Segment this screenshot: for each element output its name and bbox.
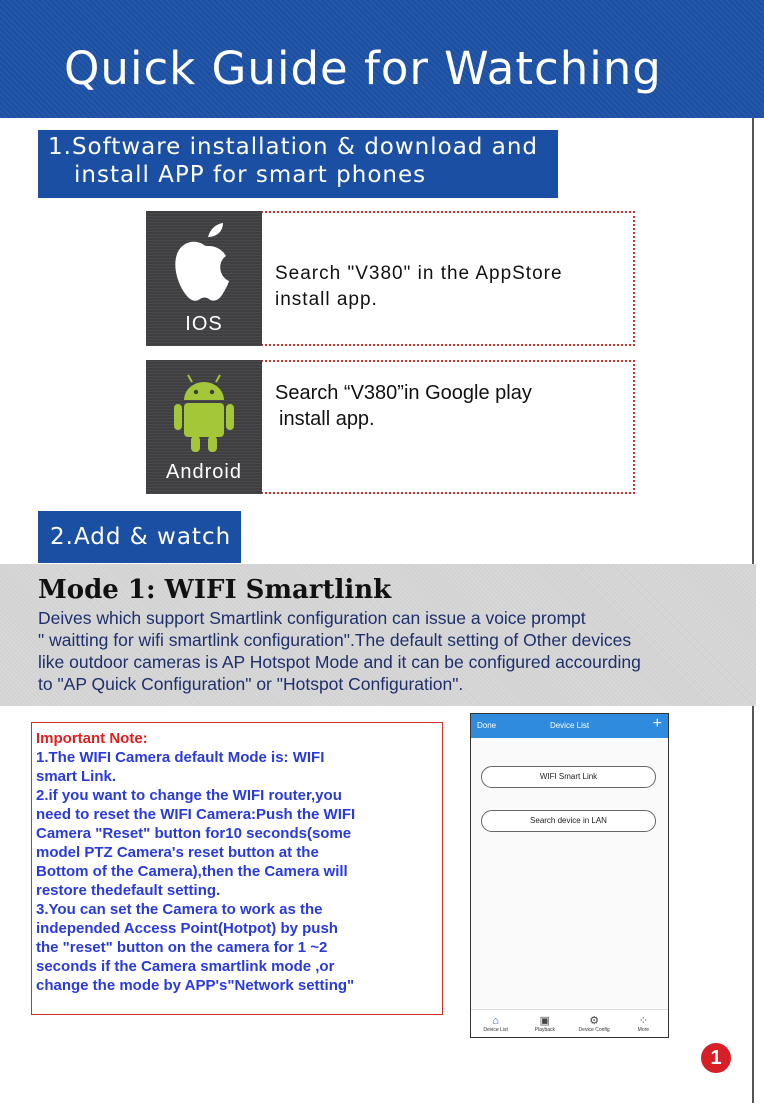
android-instructions: [275, 380, 532, 432]
note-line: need to reset the WIFI Camera:Push the WIFI: [36, 806, 356, 823]
ios-tile: [146, 211, 262, 346]
important-note-title: Important Note:: [36, 730, 148, 747]
android-label: Android: [166, 461, 242, 483]
add-device-button[interactable]: +: [652, 715, 662, 732]
search-lan-button[interactable]: Search device in LAN: [481, 810, 656, 832]
nav-label: More: [637, 1026, 650, 1033]
note-line: 1.The WIFI Camera default Mode is: WIFI: [36, 749, 325, 766]
note-line: model PTZ Camera's reset button at the: [36, 844, 319, 861]
page-title: Quick Guide for Watching: [64, 42, 662, 95]
note-line: change the mode by APP's"Network setting": [36, 977, 355, 994]
nav-device-config[interactable]: [570, 1010, 619, 1037]
playback-icon: ▣: [539, 1014, 551, 1027]
mode1-description: [38, 607, 758, 695]
phone-screenshot: [470, 713, 669, 1038]
important-note-box: [31, 722, 443, 1015]
note-line: restore thedefault setting.: [36, 882, 221, 899]
android-instructions-line2: install app.: [279, 408, 375, 430]
mode1-line: to "AP Quick Configuration" or "Hotspot Configuration".: [38, 674, 464, 694]
phone-bottom-nav: [471, 1009, 668, 1037]
mode1-line: Deives which support Smartlink configuration can issue a voice prompt: [38, 608, 586, 628]
page-number-badge: 1: [701, 1043, 731, 1073]
note-line: 2.if you want to change the WIFI router,you: [36, 787, 342, 804]
mode1-line: like outdoor cameras is AP Hotspot Mode and it can be configured accourding: [38, 652, 641, 672]
section-heading-line1: 1.Software installation & download and: [48, 134, 538, 160]
note-line: seconds if the Camera smartlink mode ,or: [36, 958, 335, 975]
nav-label: Device Config: [578, 1026, 610, 1033]
gear-icon: ⚙: [589, 1014, 600, 1027]
ios-install-card: [146, 211, 635, 346]
note-line: the "reset" button on the camera for 1 ~2: [36, 939, 328, 956]
section-heading-install: [38, 130, 558, 198]
device-list-title: Device List: [549, 721, 590, 730]
more-icon: ⁘: [638, 1014, 648, 1027]
nav-label: Playback: [534, 1026, 556, 1033]
nav-label: Device List: [483, 1026, 508, 1033]
note-line: Camera "Reset" button for10 seconds(some: [36, 825, 352, 842]
mode1-title: Mode 1: WIFI Smartlink: [38, 575, 392, 605]
note-line: smart Link.: [36, 768, 117, 785]
wifi-smart-link-button[interactable]: WIFI Smart Link: [481, 766, 656, 788]
section-heading-add-watch: 2.Add & watch: [38, 511, 241, 563]
mode1-line: " waitting for wifi smartlink configuration".The default setting of Other devices: [38, 630, 632, 650]
android-instructions-line1: Search “V380”in Google play: [275, 382, 532, 404]
nav-playback[interactable]: [520, 1010, 569, 1037]
android-robot-icon: [146, 366, 262, 461]
phone-title-bar: [471, 714, 668, 738]
note-line: Bottom of the Camera),then the Camera will: [36, 863, 348, 880]
android-install-card: [146, 360, 635, 494]
android-tile: [146, 360, 262, 494]
section-heading-line2: install APP for smart phones: [74, 162, 427, 188]
nav-device-list[interactable]: [471, 1010, 520, 1037]
important-note-body: [36, 748, 442, 995]
done-button[interactable]: Done: [477, 721, 497, 730]
ios-label: IOS: [185, 313, 223, 335]
apple-logo-icon: [146, 215, 262, 310]
home-icon: ⌂: [492, 1014, 499, 1027]
ios-instructions: Search "V380" in the AppStore install app.: [275, 263, 563, 310]
note-line: independed Access Point(Hotpot) by push: [36, 920, 338, 937]
nav-more[interactable]: [619, 1010, 668, 1037]
header-banner: [0, 0, 764, 118]
note-line: 3.You can set the Camera to work as the: [36, 901, 323, 918]
